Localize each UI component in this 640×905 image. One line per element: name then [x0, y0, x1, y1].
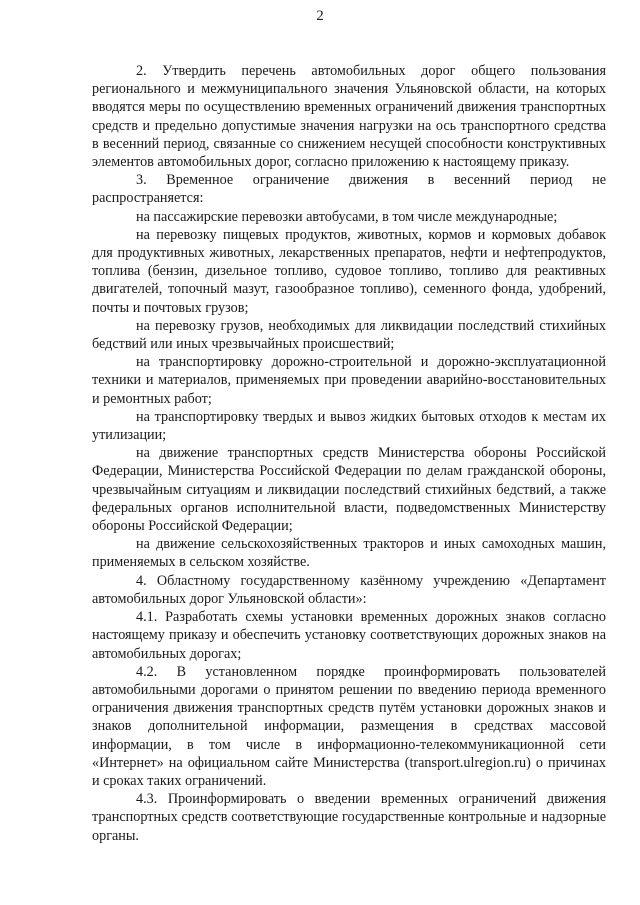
exemption-agricultural-machines: на движение сельскохозяйственных тракторов и иных самоходных машин, применяемых в сельском хозяйстве.	[92, 536, 606, 571]
exemption-road-equipment: на транспортировку дорожно-строительной и дорожно-эксплуатационной техники и материалов, применяемых при проведении аварийно-восстановительных и ремонтных работ;	[92, 354, 606, 407]
paragraph-item-4-2: 4.2. В установленном порядке проинформировать пользователей автомобильными дорогами о принятом решении по введению периода временного ограничения движения транспортных средств путём установки дорожных знаков и знаков дополнительной информации, размещения в средствах массовой информации, в том числе в информационно-телекоммуникационной сети «Интернет» на официальном сайте Министерства (transport.ulregion.ru) о причинах и сроках таких ограничений.	[92, 663, 606, 789]
exemption-defense-vehicles: на движение транспортных средств Министерства обороны Российской Федерации, Министерства Российской Федерации по делам гражданской обороны, чрезвычайным ситуациям и ликвидации последствий стихийных бедствий, а также федеральных органов исполнительной власти, подведомственных Министерству обороны Российской Федерации;	[92, 445, 606, 535]
document-body	[92, 62, 606, 845]
exemption-waste-removal: на транспортировку твердых и вывоз жидких бытовых отходов к местам их утилизации;	[92, 408, 606, 444]
exemption-passenger-transport: на пассажирские перевозки автобусами, в том числе международные;	[136, 208, 558, 225]
paragraph-item-3: 3. Временное ограничение движения в весенний период не распространяется:	[92, 172, 606, 207]
paragraph-item-4-1: 4.1. Разработать схемы установки временных дорожных знаков согласно настоящему приказу и обеспечить установку соответствующих дорожных знаков на автомобильных дорогах;	[92, 609, 606, 662]
exemption-emergency-cargo: на перевозку грузов, необходимых для ликвидации последствий стихийных бедствий или иных чрезвычайных происшествий;	[92, 317, 606, 353]
exemption-food-fuel-transport: на перевозку пищевых продуктов, животных, кормов и кормовых добавок для продуктивных животных, лекарственных препаратов, нефти и нефтепродуктов, топлива (бензин, дизельное топливо, судовое топливо, топливо для реактивных двигателей, топочный мазут, газообразное топливо), семенного фонда, удобрений, почты и почтовых грузов;	[92, 226, 606, 316]
paragraph-item-2: 2. Утвердить перечень автомобильных дорог общего пользования регионального и межмуниципального значения Ульяновской области, на которых вводятся меры по осуществлению временных ограничений движения транспортных средств и предельно допустимые значения нагрузки на ось транспортного средства в весенний период, связанные со снижением несущей способности конструктивных элементов автомобильных дорог, согласно приложению к настоящему приказу.	[92, 63, 606, 171]
page-number: 2	[316, 8, 324, 24]
paragraph-item-4-3: 4.3. Проинформировать о введении временных ограничений движения транспортных средств соответствующие государственные контрольные и надзорные органы.	[92, 791, 606, 844]
paragraph-item-4: 4. Областному государственному казённому учреждению «Департамент автомобильных дорог Ульяновской области»:	[92, 572, 606, 607]
